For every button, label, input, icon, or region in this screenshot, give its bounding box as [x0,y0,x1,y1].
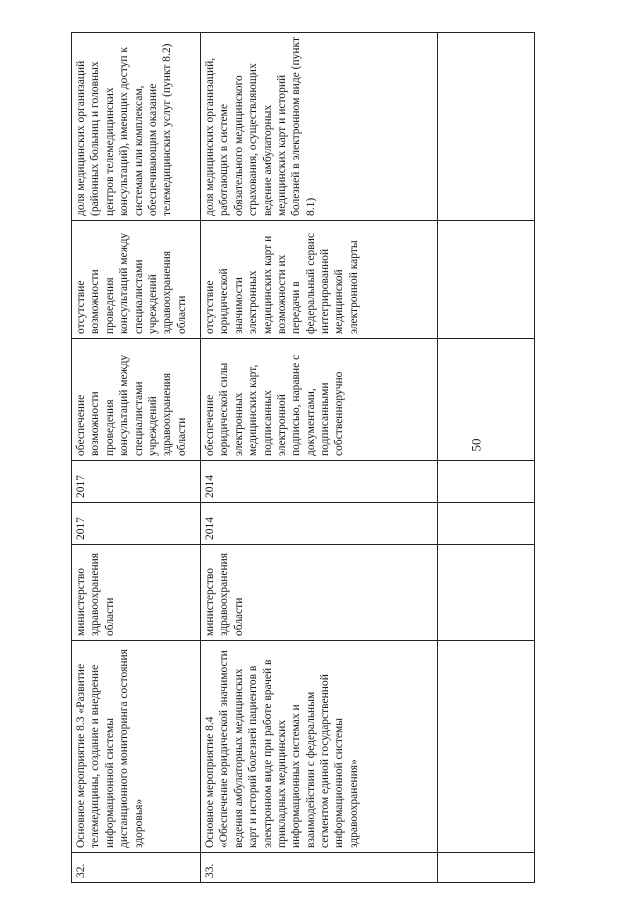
empty-cell [438,853,535,883]
linked-indicator: доля медицинских организаций (районных больниц и головных центров телемедицинских консультаций), имеющих доступ к системам или комплексам, обеспечивающим оказание телемедицинских услуг (пункт 8.2) [72,33,201,221]
start-year: 2017 [72,503,201,545]
event-name: Основное мероприятие 8.4 «Обеспечение юридической значимости ведения амбулаторных медицинских карт и историй болезней пациентов в электронном виде при работе врачей в прикладных медицинских информационных системах и взаимодействии с федеральным сегментом единой государственной информационной системы здравоохранения» [201,641,438,853]
empty-cell [438,461,535,503]
row-number: 32. [72,853,201,883]
expected-result: обеспечение возможности проведения консультаций между специалистами учреждений здравоохранения области [72,339,201,461]
row-number: 33. [201,853,438,883]
end-year: 2014 [201,461,438,503]
consequences: отсутствие юридической значимости электронных медицинских карт и возможности их передачи в федеральный сервис интегрированной медицинской электронной карты [201,221,438,339]
empty-cell [438,641,535,853]
expected-result: обеспечение юридической силы электронных медицинских карт, подписанных электронной подписью, наравне с документами, подписанными собственноручно [201,339,438,461]
rotated-table [71,33,531,883]
start-year: 2014 [201,503,438,545]
table-row [201,33,438,883]
table-row-empty [438,33,535,883]
program-activities-table [71,32,535,883]
responsible-executor: министерство здравоохранения области [72,545,201,641]
page-number: 50 [468,438,484,452]
consequences: отсутствие возможности проведения консультаций между специалистами учреждений здравоохранения области [72,221,201,339]
table-row [72,33,201,883]
responsible-executor: министерство здравоохранения области [201,545,438,641]
table-container [71,33,531,883]
linked-indicator: доля медицинских организаций, работающих в системе обязательного медицинского страхования, осуществляющих ведение амбулаторных медицинских карт и историй болезней в электронном виде (пункт 8.1) [201,33,438,221]
end-year: 2017 [72,461,201,503]
event-name: Основное мероприятие 8.3 «Развитие телемедицины, создание и внедрение информационной системы дистанционного мониторинга состояния здоровья» [72,641,201,853]
empty-cell [438,339,535,461]
empty-cell [438,33,535,221]
empty-cell [438,545,535,641]
empty-cell [438,221,535,339]
empty-cell [438,503,535,545]
